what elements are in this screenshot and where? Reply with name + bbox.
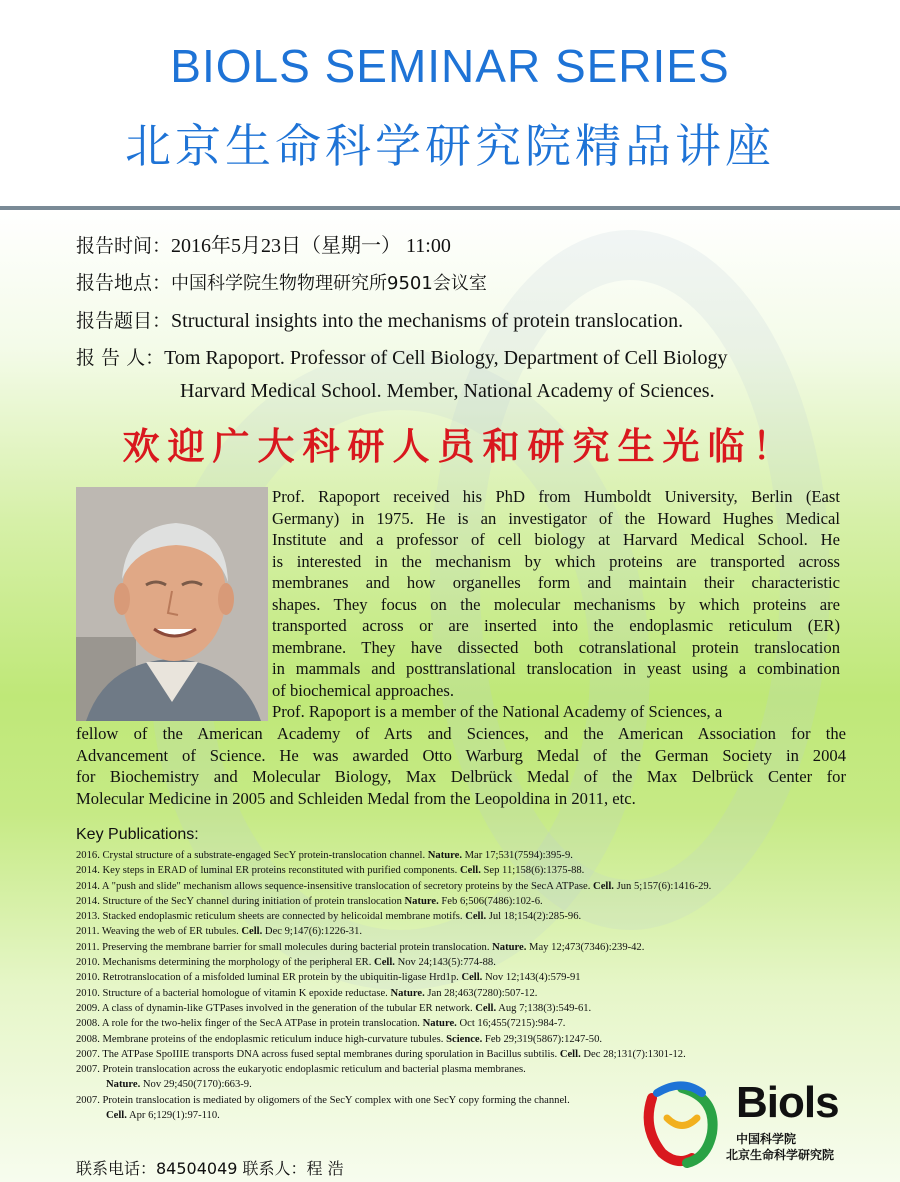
publication-citation: Apr 6;129(1):97-110.	[126, 1110, 220, 1122]
publication-title: 2014. Structure of the SecY channel during initiation of protein translocation	[76, 895, 405, 907]
bio-para1-line: transported across or are inserted into the endoplasmic reticulum (ER)	[272, 616, 840, 635]
publication-item	[76, 863, 896, 878]
publication-title: 2010. Structure of a bacterial homologue of vitamin K epoxide reductase.	[76, 987, 391, 999]
publication-item	[76, 955, 896, 970]
publication-citation: Mar 17;531(7594):395-9.	[461, 850, 573, 861]
publication-journal: Cell.	[593, 880, 614, 892]
biols-logo	[632, 1078, 872, 1168]
publication-citation: Nov 29;450(7170):663-9.	[140, 1079, 252, 1091]
publication-title: 2009. A class of dynamin-like GTPases involved in the generation of the tubular ER network.	[76, 1002, 476, 1014]
publication-title: 2010. Retrotranslocation of a misfolded luminal ER protein by the ubiquitin-ligase Hrd1p.	[76, 972, 462, 984]
publication-title: 2007. Protein translocation across the eukaryotic endoplasmic reticulum and bacterial plasma membranes.	[76, 1064, 526, 1076]
publication-title: 2011. Weaving the web of ER tubules.	[76, 926, 242, 938]
welcome-banner: 欢迎广大科研人员和研究生光临！	[122, 424, 798, 468]
publication-title: 2013. Stacked endoplasmic reticulum sheets are connected by helicoidal membrane motifs.	[76, 911, 466, 923]
publication-item	[76, 894, 896, 909]
publication-journal: Cell.	[374, 957, 395, 969]
publication-citation: Jul 18;154(2):285-96.	[486, 911, 582, 923]
publication-title: 2008. Membrane proteins of the endoplasmic reticulum induce high-curvature tubules.	[76, 1033, 447, 1045]
bio-para1-line: is interested in the mechanism by which proteins are transported across	[272, 551, 840, 571]
bio-para2-line: Advancement of Science. He was awarded Otto Warburg Medal of the German Society in 2004	[76, 745, 846, 765]
publication-title: 2008. A role for the two-helix finger of the SecA ATPase in protein translocation.	[76, 1018, 423, 1030]
publication-journal: Cell.	[461, 972, 483, 984]
publication-title: 2014. A "push and slide" mechanism allows sequence-insensitive translocation of secretory proteins by the SecA ATPase.	[76, 880, 594, 892]
publication-item	[76, 924, 896, 939]
place-value: 中国科学院生物物理研究所9501会议室	[171, 273, 487, 294]
publication-journal: Nature.	[427, 850, 462, 861]
publication-journal: Cell.	[241, 926, 263, 938]
publication-item	[76, 1001, 896, 1016]
topic-label: 报告题目：	[76, 310, 172, 332]
publication-journal: Cell.	[475, 1002, 497, 1014]
bio-para1-line: in mammals and posttranslational translocation in yeast using a combination	[272, 659, 840, 678]
speaker-label: 报 告 人：	[76, 347, 165, 369]
publication-item	[76, 970, 896, 985]
bio-para1-line: membrane. They have dissected both cotranslational protein translocation	[272, 637, 840, 657]
bio-para2-line: fellow of the American Academy of Arts and Sciences, and the American Association for the	[76, 724, 846, 743]
series-title-cn: 北京生命科学研究院精品讲座	[125, 119, 775, 173]
publication-item	[76, 1047, 896, 1062]
publication-title: 2007. Protein translocation is mediated by oligomers of the SecY complex with one SecY copy forming the channel.	[76, 1094, 570, 1106]
publication-item	[76, 848, 896, 863]
portrait-illustration	[76, 487, 268, 721]
logo-subtitle-2: 北京生命科学研究院	[726, 1148, 835, 1162]
biols-logo-icon	[632, 1078, 732, 1168]
bio-paragraph-2	[76, 723, 846, 809]
bio-paragraph-1	[272, 486, 840, 701]
bio-para2-line: for Biochemistry and Molecular Biology, Max Delbrück Medal of the Max Delbrück Center for	[76, 767, 846, 786]
publication-journal: Nature.	[492, 941, 527, 953]
publication-citation: Jan 28;463(7280):507-12.	[424, 987, 538, 999]
info-place	[76, 271, 487, 296]
info-time	[76, 234, 451, 258]
bio-para1-line: shapes. They focus on the molecular mechanisms by which proteins are	[272, 594, 840, 614]
publication-citation: Aug 7;138(3):549-61.	[496, 1002, 592, 1014]
time-value: 2016年5月23日（星期一） 11:00	[171, 235, 451, 257]
logo-subtitle-1: 中国科学院	[736, 1132, 797, 1146]
publication-citation: Dec 28;131(7):1301-12.	[580, 1048, 686, 1060]
info-speaker	[76, 346, 727, 370]
publication-journal: Nature.	[404, 895, 439, 907]
bio-para1-line: Prof. Rapoport received his PhD from Humboldt University, Berlin (East	[272, 487, 840, 506]
publication-journal: Nature.	[106, 1079, 141, 1091]
publication-title: 2016. Crystal structure of a substrate-engaged SecY protein-translocation channel.	[76, 850, 428, 861]
publication-title: 2011. Preserving the membrane barrier for small molecules during bacterial protein translocation.	[76, 941, 493, 953]
publication-item	[76, 940, 896, 955]
logo-wordmark: Biols	[736, 1078, 839, 1127]
publication-item	[76, 1016, 896, 1031]
publication-citation: Jun 5;157(6):1416-29.	[613, 880, 712, 892]
bio-para2-first-line: Prof. Rapoport is a member of the National Academy of Sciences, a	[272, 702, 723, 721]
speaker-photo	[76, 487, 268, 721]
publication-item	[76, 879, 896, 894]
place-label: 报告地点：	[76, 272, 172, 294]
bio-paragraph-2-first	[272, 701, 840, 723]
bio-para1-line: membranes and how organelles form and maintain their characteristic	[272, 573, 840, 592]
publication-citation: Oct 16;455(7215):984-7.	[456, 1018, 566, 1030]
speaker-line-2: Harvard Medical School. Member, National Academy of Sciences.	[180, 380, 715, 402]
header	[0, 0, 900, 210]
publication-citation: Feb 29;319(5867):1247-50.	[482, 1033, 603, 1045]
publication-title: 2010. Mechanisms determining the morphology of the peripheral ER.	[76, 957, 375, 969]
publication-journal: Cell.	[559, 1048, 581, 1060]
bio-para2-line: Molecular Medicine in 2005 and Schleiden Medal from the Leopoldina in 2011, etc.	[76, 788, 636, 808]
publication-title: 2014. Key steps in ERAD of luminal ER proteins reconstituted with purified components.	[76, 865, 460, 877]
time-label: 报告时间：	[76, 235, 172, 257]
publication-item	[76, 909, 896, 924]
info-speaker-cont	[180, 379, 715, 403]
publication-journal: Nature.	[390, 987, 425, 999]
publications-title: Key Publications:	[76, 826, 199, 843]
info-topic	[76, 309, 683, 333]
publication-citation: Feb 6;506(7486):102-6.	[438, 895, 543, 907]
bio-para1-line: Germany) in 1975. He is an investigator of the Howard Hughes Medical	[272, 508, 840, 528]
publication-journal: Science.	[446, 1033, 483, 1045]
bio-para1-line: of biochemical approaches.	[272, 680, 454, 700]
bio-para1-line: Institute and a professor of cell biology at Harvard Medical School. He	[272, 530, 840, 549]
publication-item	[76, 1032, 896, 1047]
publication-journal: Cell.	[106, 1110, 127, 1122]
publication-item	[76, 986, 896, 1001]
publication-citation: Sep 11;158(6):1375-88.	[480, 865, 585, 877]
publication-citation: Nov 24;143(5):774-88.	[394, 957, 496, 969]
publication-title: 2007. The ATPase SpoIIIE transports DNA across fused septal membranes during sporulation in Bacillus subtilis.	[76, 1048, 560, 1060]
publication-journal: Nature.	[422, 1018, 457, 1030]
publication-citation: Dec 9;147(6):1226-31.	[262, 926, 363, 938]
publication-journal: Cell.	[459, 865, 481, 877]
speaker-line-1: Tom Rapoport. Professor of Cell Biology, Department of Cell Biology	[164, 347, 728, 369]
publication-journal: Cell.	[465, 911, 487, 923]
publication-citation: May 12;473(7346):239-42.	[526, 941, 645, 953]
contact-info: 联系电话：84504049 联系人：程 浩	[76, 1159, 344, 1178]
series-title-en: BIOLS SEMINAR SERIES	[170, 40, 730, 92]
publication-citation: Nov 12;143(4):579-91	[482, 972, 581, 984]
topic-value: Structural insights into the mechanisms of protein translocation.	[171, 310, 684, 332]
